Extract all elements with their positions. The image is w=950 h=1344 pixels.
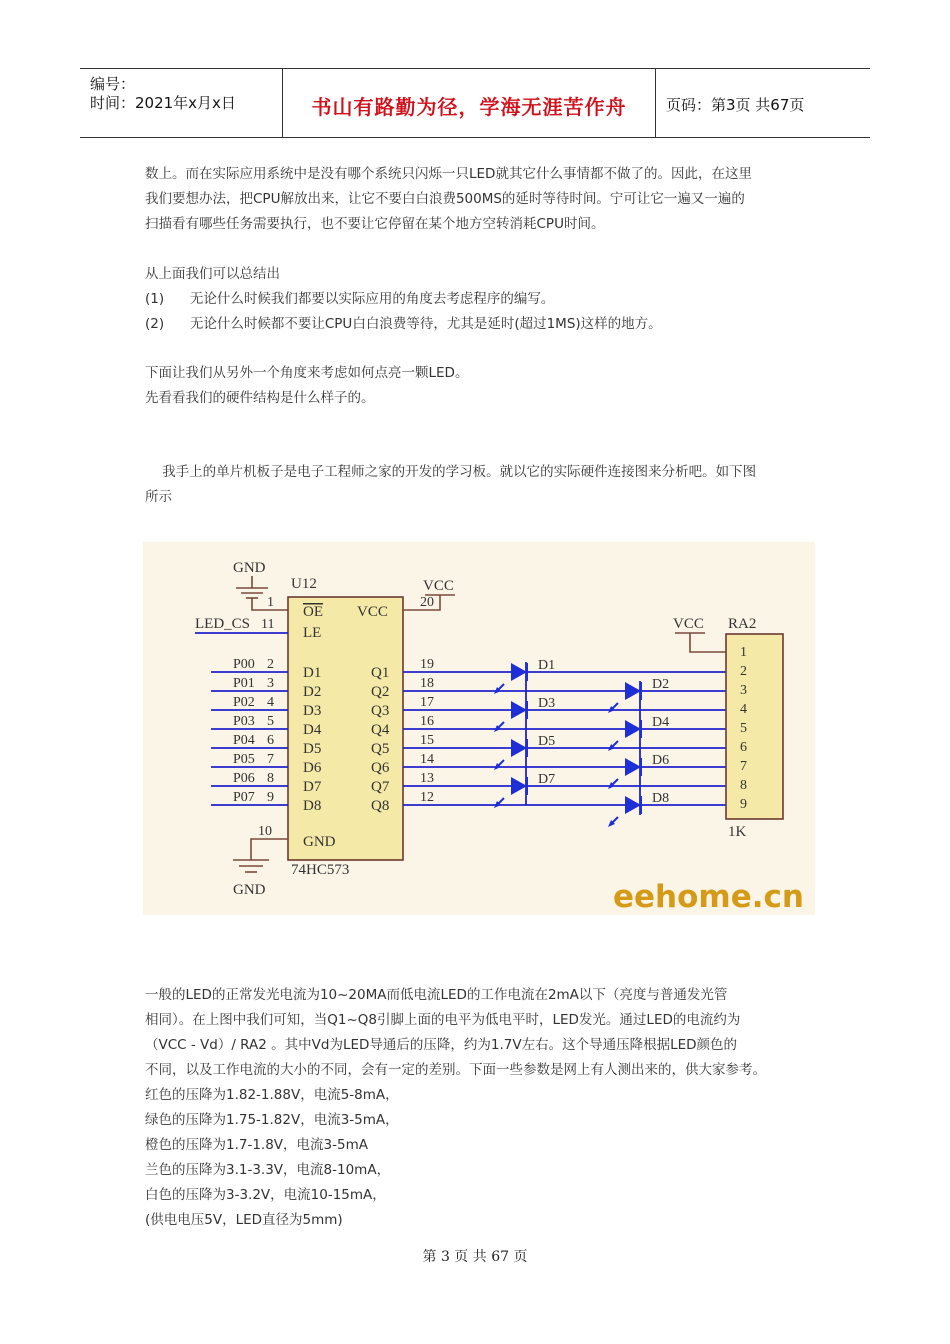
ra-value: 1K [728,824,747,840]
header-motto-cell [283,69,656,137]
led-label: D1 [538,658,556,673]
ra-pin-number: 8 [740,778,747,793]
chip-d-label: D7 [303,779,322,795]
chip-d-label: D5 [303,741,322,757]
input-pin-number: 9 [267,790,274,805]
paragraph-line: 一般的LED的正常发光电流为10~20MA而低电流LED的工作电流在2mA以下（亮度与普通发光管 [145,987,728,1003]
ra-pin-number: 7 [740,759,747,774]
chip-d-label: D3 [303,703,322,719]
pin-gnd: GND [303,834,336,850]
number-label: 编号： [90,75,136,93]
paragraph-line: 白色的压降为3-3.2V，电流10-15mA， [145,1187,386,1203]
pin-vcc: VCC [357,604,388,620]
chip-q-label: Q8 [371,798,390,814]
pin-le: LE [303,625,322,641]
ra-pin-number: 3 [740,683,747,698]
input-pin-number: 8 [267,771,274,786]
paragraph-line: 下面让我们从另外一个角度来考虑如何点亮一颗LED。 [145,365,469,381]
input-label: P00 [233,657,255,672]
led-triangle [625,796,641,814]
input-label: P03 [233,714,255,729]
output-pin-number: 13 [420,771,434,786]
input-label: P01 [233,676,255,691]
led-triangle [625,682,641,700]
ra-pin-number: 4 [740,702,747,717]
pin-num-11: 11 [261,617,275,632]
pin-oe: OE [303,604,323,620]
page-info: 页码：第3页 共67页 [666,96,805,114]
ra-pin-number: 5 [740,721,747,736]
led-triangle [511,777,527,795]
chip-d-label: D4 [303,722,322,738]
list-item: (1) 无论什么时候我们都要以实际应用的角度去考虑程序的编写。 [145,291,555,307]
chip-d-label: D1 [303,665,322,681]
input-pin-number: 5 [267,714,274,729]
ra-pin-number: 6 [740,740,747,755]
time-label: 时间：2021年x月x日 [90,94,236,112]
led-label: D5 [538,734,556,749]
led-triangle [511,701,527,719]
paragraph-line: 我们要想办法，把CPU解放出来，让它不要白白浪费500MS的延时等待时间。宁可让它一遍又一遍的 [145,191,745,207]
input-pin-number: 7 [267,752,274,767]
ra-ref: RA2 [728,616,757,632]
output-pin-number: 15 [420,733,434,748]
chip-ref: U12 [291,576,317,592]
vcc-right-label: VCC [673,616,704,632]
paragraph-line: 不同，以及工作电流的大小的不同，会有一定的差别。下面一些参数是网上有人测出来的，供大家参考。 [145,1062,766,1078]
gnd-bottom-label: GND [233,882,266,898]
pin-num-10: 10 [258,824,272,839]
document-header [80,68,870,138]
input-label: P02 [233,695,255,710]
pin-num-1: 1 [267,595,274,610]
paragraph-line: 我手上的单片机板子是电子工程师之家的开发的学习板。就以它的实际硬件连接图来分析吧。如下图 [145,464,757,480]
header-meta-cell [80,69,283,137]
paragraph-line: 所示 [145,489,172,505]
pin-num-20: 20 [420,595,434,610]
output-pin-number: 18 [420,676,434,691]
input-label: P07 [233,790,255,805]
chip-q-label: Q2 [371,684,390,700]
paragraph-line: （VCC - Vd）/ RA2 。其中Vd为LED导通后的压降，约为1.7V左右。这个导通压降根据LED颜色的 [145,1037,738,1053]
vcc-top-label: VCC [423,578,454,594]
chip-q-label: Q5 [371,741,390,757]
input-pin-number: 3 [267,676,274,691]
led-label: D3 [538,696,556,711]
output-pin-number: 16 [420,714,434,729]
led-triangle [625,758,641,776]
led-cs-label: LED_CS [195,616,251,632]
page-footer: 第 3 页 共 67 页 [422,1249,528,1265]
paragraph-line: 绿色的压降为1.75-1.82V，电流3-5mA， [145,1112,399,1128]
led-triangle [511,663,527,681]
chip-d-label: D6 [303,760,322,776]
led-label: D4 [652,715,670,730]
chip-d-label: D2 [303,684,322,700]
paragraph-line: 兰色的压降为3.1-3.3V，电流8-10mA， [145,1162,391,1178]
list-item: (2) 无论什么时候都不要让CPU白白浪费等待，尤其是延时(超过1MS)这样的地方。 [145,316,662,332]
paragraph-line: 从上面我们可以总结出 [145,266,280,282]
led-triangle [511,739,527,757]
paragraph-line: 扫描看有哪些任务需要执行，也不要让它停留在某个地方空转消耗CPU时间。 [145,216,605,232]
paragraph-line: 橙色的压降为1.7-1.8V，电流3-5mA [145,1137,368,1153]
gnd-top-label: GND [233,560,266,576]
chip-q-label: Q6 [371,760,390,776]
chip-part: 74HC573 [291,862,350,878]
input-label: P05 [233,752,255,767]
led-label: D2 [652,677,670,692]
watermark: eehome.cn [613,879,804,915]
chip-q-label: Q4 [371,722,390,738]
led-triangle [625,720,641,738]
chip-q-label: Q1 [371,665,390,681]
paragraph-line: 相同）。在上图中我们可知，当Q1~Q8引脚上面的电平为低电平时，LED发光。通过LED的电流约为 [145,1012,741,1028]
input-pin-number: 2 [267,657,274,672]
paragraph-line: (供电电压5V，LED直径为5mm) [145,1212,343,1228]
paragraph-line: 先看看我们的硬件结构是什么样子的。 [145,390,375,406]
resistor-array [726,634,783,819]
header-page-cell [656,69,870,137]
input-label: P06 [233,771,255,786]
chip-q-label: Q7 [371,779,390,795]
ra-pin-number: 1 [740,645,747,660]
output-pin-number: 14 [420,752,434,767]
led-label: D7 [538,772,556,787]
paragraph-line: 红色的压降为1.82-1.88V，电流5-8mA， [145,1087,399,1103]
paragraph-line: 数上。而在实际应用系统中是没有哪个系统只闪烁一只LED就其它什么事情都不做了的。因此，在这里 [145,166,752,182]
led-label: D8 [652,791,670,806]
input-label: P04 [233,733,255,748]
ra-pin-number: 9 [740,797,747,812]
chip-q-label: Q3 [371,703,390,719]
output-pin-number: 12 [420,790,434,805]
led-label: D6 [652,753,670,768]
motto: 书山有路勤为径，学海无涯苦作舟 [311,95,627,119]
input-pin-number: 4 [267,695,274,710]
ra-pin-number: 2 [740,664,747,679]
input-pin-number: 6 [267,733,274,748]
output-pin-number: 19 [420,657,434,672]
circuit-diagram [143,542,815,915]
chip-d-label: D8 [303,798,322,814]
output-pin-number: 17 [420,695,434,710]
